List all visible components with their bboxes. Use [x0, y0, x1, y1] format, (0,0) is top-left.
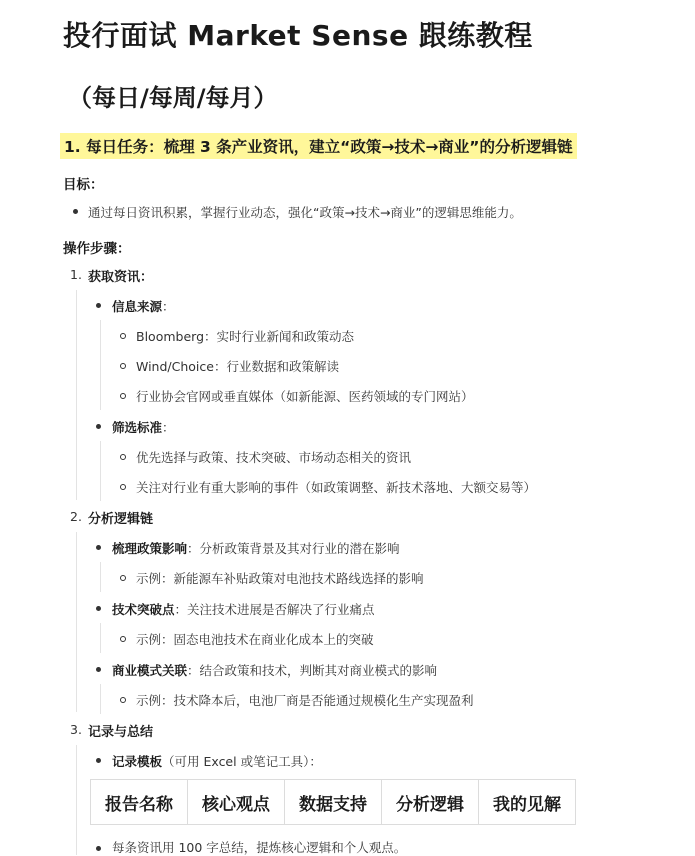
bullet-icon: [120, 484, 126, 490]
step-number: 1.: [70, 267, 82, 282]
bullet-icon: [120, 454, 126, 460]
bullet-icon: [120, 575, 126, 581]
list-item: 行业协会官网或垂直媒体（如新能源、医药领域的专门网站）: [136, 389, 474, 404]
bullet-icon: [96, 424, 101, 429]
list-item: 示例：新能源车补贴政策对电池技术路线选择的影响: [136, 571, 424, 586]
bullet-icon: [73, 209, 78, 214]
indent-guide: [76, 745, 77, 855]
record-template-table: [90, 779, 576, 825]
indent-guide: [76, 290, 77, 500]
list-item: 商业模式关联：结合政策和技术，判断其对商业模式的影响: [112, 663, 438, 678]
bullet-icon: [120, 697, 126, 703]
list-item: 信息来源：: [112, 299, 175, 314]
bullet-icon: [96, 846, 101, 851]
goal-label: 目标：: [63, 177, 104, 193]
indent-guide: [100, 562, 101, 592]
bullet-icon: [120, 393, 126, 399]
table-header-cell: 我的见解: [479, 780, 576, 825]
page-title: 投行面试 Market Sense 跟练教程: [63, 19, 533, 52]
indent-guide: [100, 320, 101, 410]
indent-guide: [76, 532, 77, 712]
step-number: 2.: [70, 509, 82, 524]
list-item: 每条资讯用 100 字总结，提炼核心逻辑和个人观点。: [112, 840, 407, 855]
table-header-cell: 核心观点: [188, 780, 285, 825]
section-heading: 1. 每日任务：梳理 3 条产业资讯，建立“政策→技术→商业”的分析逻辑链: [60, 133, 577, 159]
indent-guide: [100, 623, 101, 653]
table-header-cell: 数据支持: [285, 780, 382, 825]
list-item: 梳理政策影响：分析政策背景及其对行业的潜在影响: [112, 541, 400, 556]
table-row: [91, 780, 576, 825]
bullet-icon: [96, 545, 101, 550]
list-item: 示例：固态电池技术在商业化成本上的突破: [136, 632, 374, 647]
list-item: 关注对行业有重大影响的事件（如政策调整、新技术落地、大额交易等）: [136, 480, 537, 495]
bullet-icon: [96, 667, 101, 672]
bullet-icon: [120, 333, 126, 339]
step-title: 记录与总结: [88, 725, 154, 740]
list-item: Bloomberg：实时行业新闻和政策动态: [136, 329, 354, 344]
indent-guide: [100, 441, 101, 501]
bullet-icon: [96, 606, 101, 611]
indent-guide: [100, 684, 101, 714]
table-header-cell: 分析逻辑: [382, 780, 479, 825]
step-number: 3.: [70, 722, 82, 737]
bullet-icon: [96, 758, 101, 763]
steps-label: 操作步骤：: [63, 241, 131, 257]
bullet-icon: [120, 636, 126, 642]
step-title: 获取资讯：: [88, 270, 154, 285]
list-item: 优先选择与政策、技术突破、市场动态相关的资讯: [136, 450, 412, 465]
step-title: 分析逻辑链: [88, 512, 154, 527]
list-item: 示例：技术降本后，电池厂商是否能通过规模化生产实现盈利: [136, 693, 474, 708]
table-header-cell: 报告名称: [91, 780, 188, 825]
goal-item: 通过每日资讯积累，掌握行业动态，强化“政策→技术→商业”的逻辑思维能力。: [88, 205, 522, 220]
page-subtitle: （每日/每周/每月）: [68, 84, 278, 112]
list-item: 技术突破点：关注技术进展是否解决了行业痛点: [112, 602, 375, 617]
list-item: Wind/Choice：行业数据和政策解读: [136, 359, 339, 374]
list-item: 筛选标准：: [112, 420, 175, 435]
bullet-icon: [120, 363, 126, 369]
list-item: 记录模板（可用 Excel 或笔记工具）：: [112, 754, 322, 769]
bullet-icon: [96, 303, 101, 308]
